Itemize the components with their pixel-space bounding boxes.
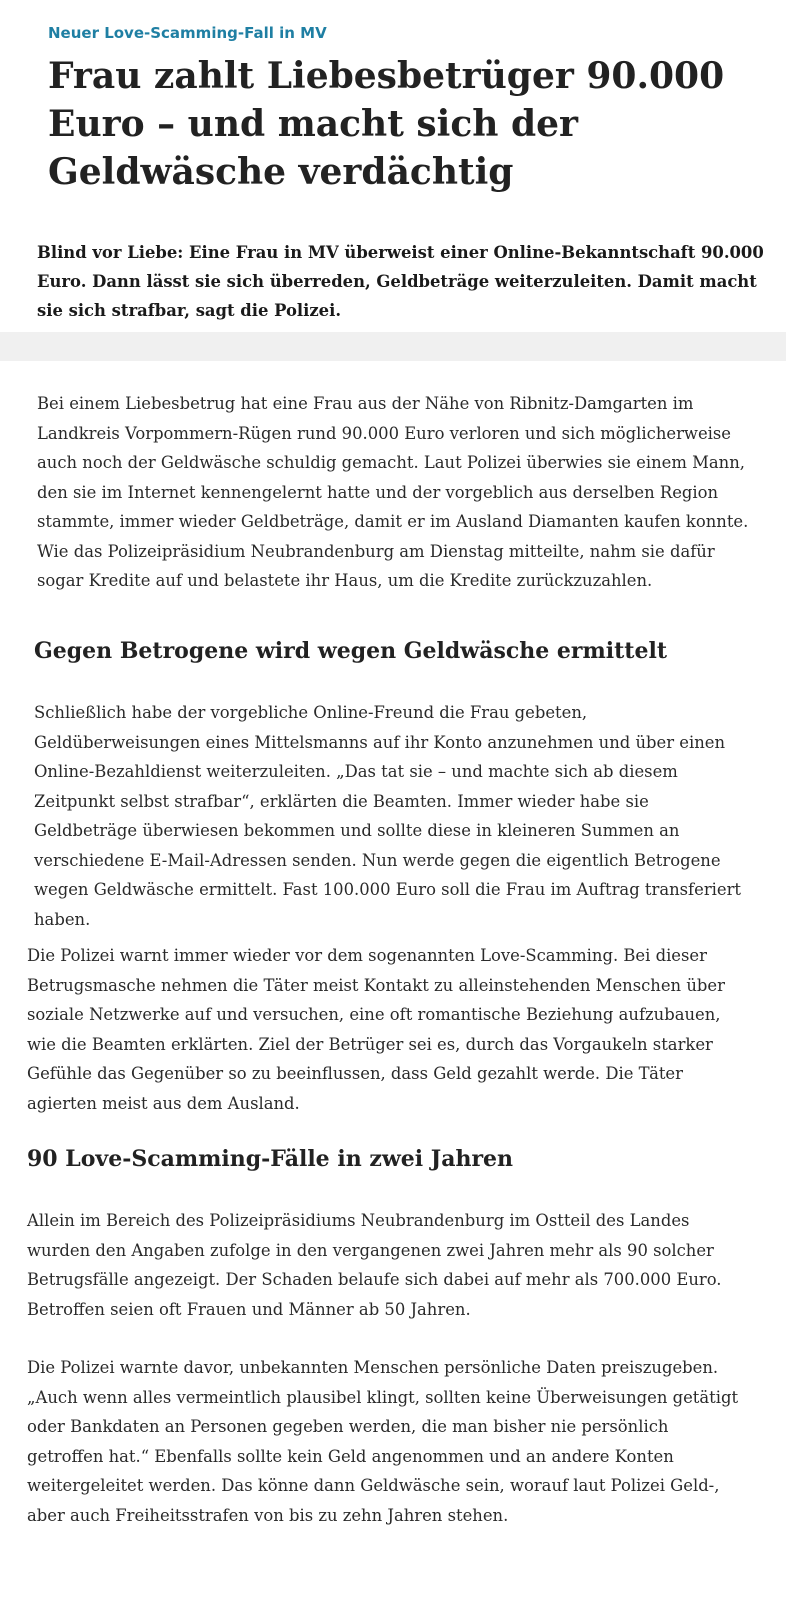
article-body: [0, 361, 786, 1611]
paragraph-intro: Bei einem Liebesbetrug hat eine Frau aus der Nähe von Ribnitz-Damgarten im Landkreis Vorpommern-Rügen rund 90.000 Euro verloren und sich möglicherweise auch noch der Geldwäsche schuldig gemacht. Laut Polizei überwies sie einem Mann, den sie im Internet kennengelernt hatte und der vorgeblich aus derselben Region stammte, immer wieder Geldbeträge, damit er im Ausland Diamanten kaufen konnte. Wie das Polizeipräsidium Neubrandenburg am Dienstag mitteilte, nahm sie dafür sogar Kredite auf und belastete ihr Haus, um die Kredite zurückzuzahlen.: [37, 394, 749, 590]
subheading-money-laundering: Gegen Betrogene wird wegen Geldwäsche ermittelt: [34, 638, 667, 664]
article-kicker: Neuer Love-Scamming-Fall in MV: [48, 24, 327, 42]
article-headline: Frau zahlt Liebesbetrüger 90.000 Euro – und macht sich der Geldwäsche verdächtig: [48, 55, 725, 193]
article-header: [0, 0, 786, 332]
paragraph-police-warning: Die Polizei warnt immer wieder vor dem sogenannten Love-Scamming. Bei dieser Betrugsmasche nehmen die Täter meist Kontakt zu alleinstehenden Menschen über soziale Netzwerke auf und versuchen, eine oft romantische Beziehung aufzubauen, wie die Beamten erklärten. Ziel der Betrüger sei es, durch das Vorgaukeln starker Gefühle das Gegenüber so zu beeinflussen, dass Geld gezahlt werde. Die Täter agierten meist aus dem Ausland.: [27, 946, 725, 1113]
subheading-case-count: 90 Love-Scamming-Fälle in zwei Jahren: [27, 1146, 514, 1172]
paragraph-advice: Die Polizei warnte davor, unbekannten Menschen persönliche Daten preiszugeben. „Auch wenn alles vermeintlich plausibel klingt, sollten keine Überweisungen getätigt oder Bankdaten an Personen gegeben werden, die man bisher nie persönlich getroffen hat.“ Ebenfalls sollte kein Geld angenommen und an andere Konten weitergeleitet werden. Das könne dann Geldwäsche sein, worauf laut Polizei Geld-, aber auch Freiheitsstrafen von bis zu zehn Jahren stehen.: [27, 1358, 739, 1525]
article-lead: Blind vor Liebe: Eine Frau in MV überweist einer Online-Bekanntschaft 90.000 Euro. Dann lässt sie sich überreden, Geldbeträge weiterzuleiten. Damit macht sie sich strafbar, sagt die Polizei.: [37, 243, 764, 320]
paragraph-investigation: Schließlich habe der vorgebliche Online-Freund die Frau gebeten, Geldüberweisungen eines Mittelsmanns auf ihr Konto anzunehmen und über einen Online-Bezahldienst weiterzuleiten. „Das tat sie – und machte sich ab diesem Zeitpunkt selbst strafbar“, erklärten die Beamten. Immer wieder habe sie Geldbeträge überwiesen bekommen und sollte diese in kleineren Summen an verschiedene E-Mail-Adressen senden. Nun werde gegen die eigentlich Betrogene wegen Geldwäsche ermittelt. Fast 100.000 Euro soll die Frau im Auftrag transferiert haben.: [34, 703, 742, 929]
section-divider-band: [0, 332, 786, 361]
paragraph-statistics: Allein im Bereich des Polizeipräsidiums Neubrandenburg im Ostteil des Landes wurden den Angaben zufolge in den vergangenen zwei Jahren mehr als 90 solcher Betrugsfälle angezeigt. Der Schaden belaufe sich dabei auf mehr als 700.000 Euro. Betroffen seien oft Frauen und Männer ab 50 Jahren.: [27, 1211, 722, 1319]
